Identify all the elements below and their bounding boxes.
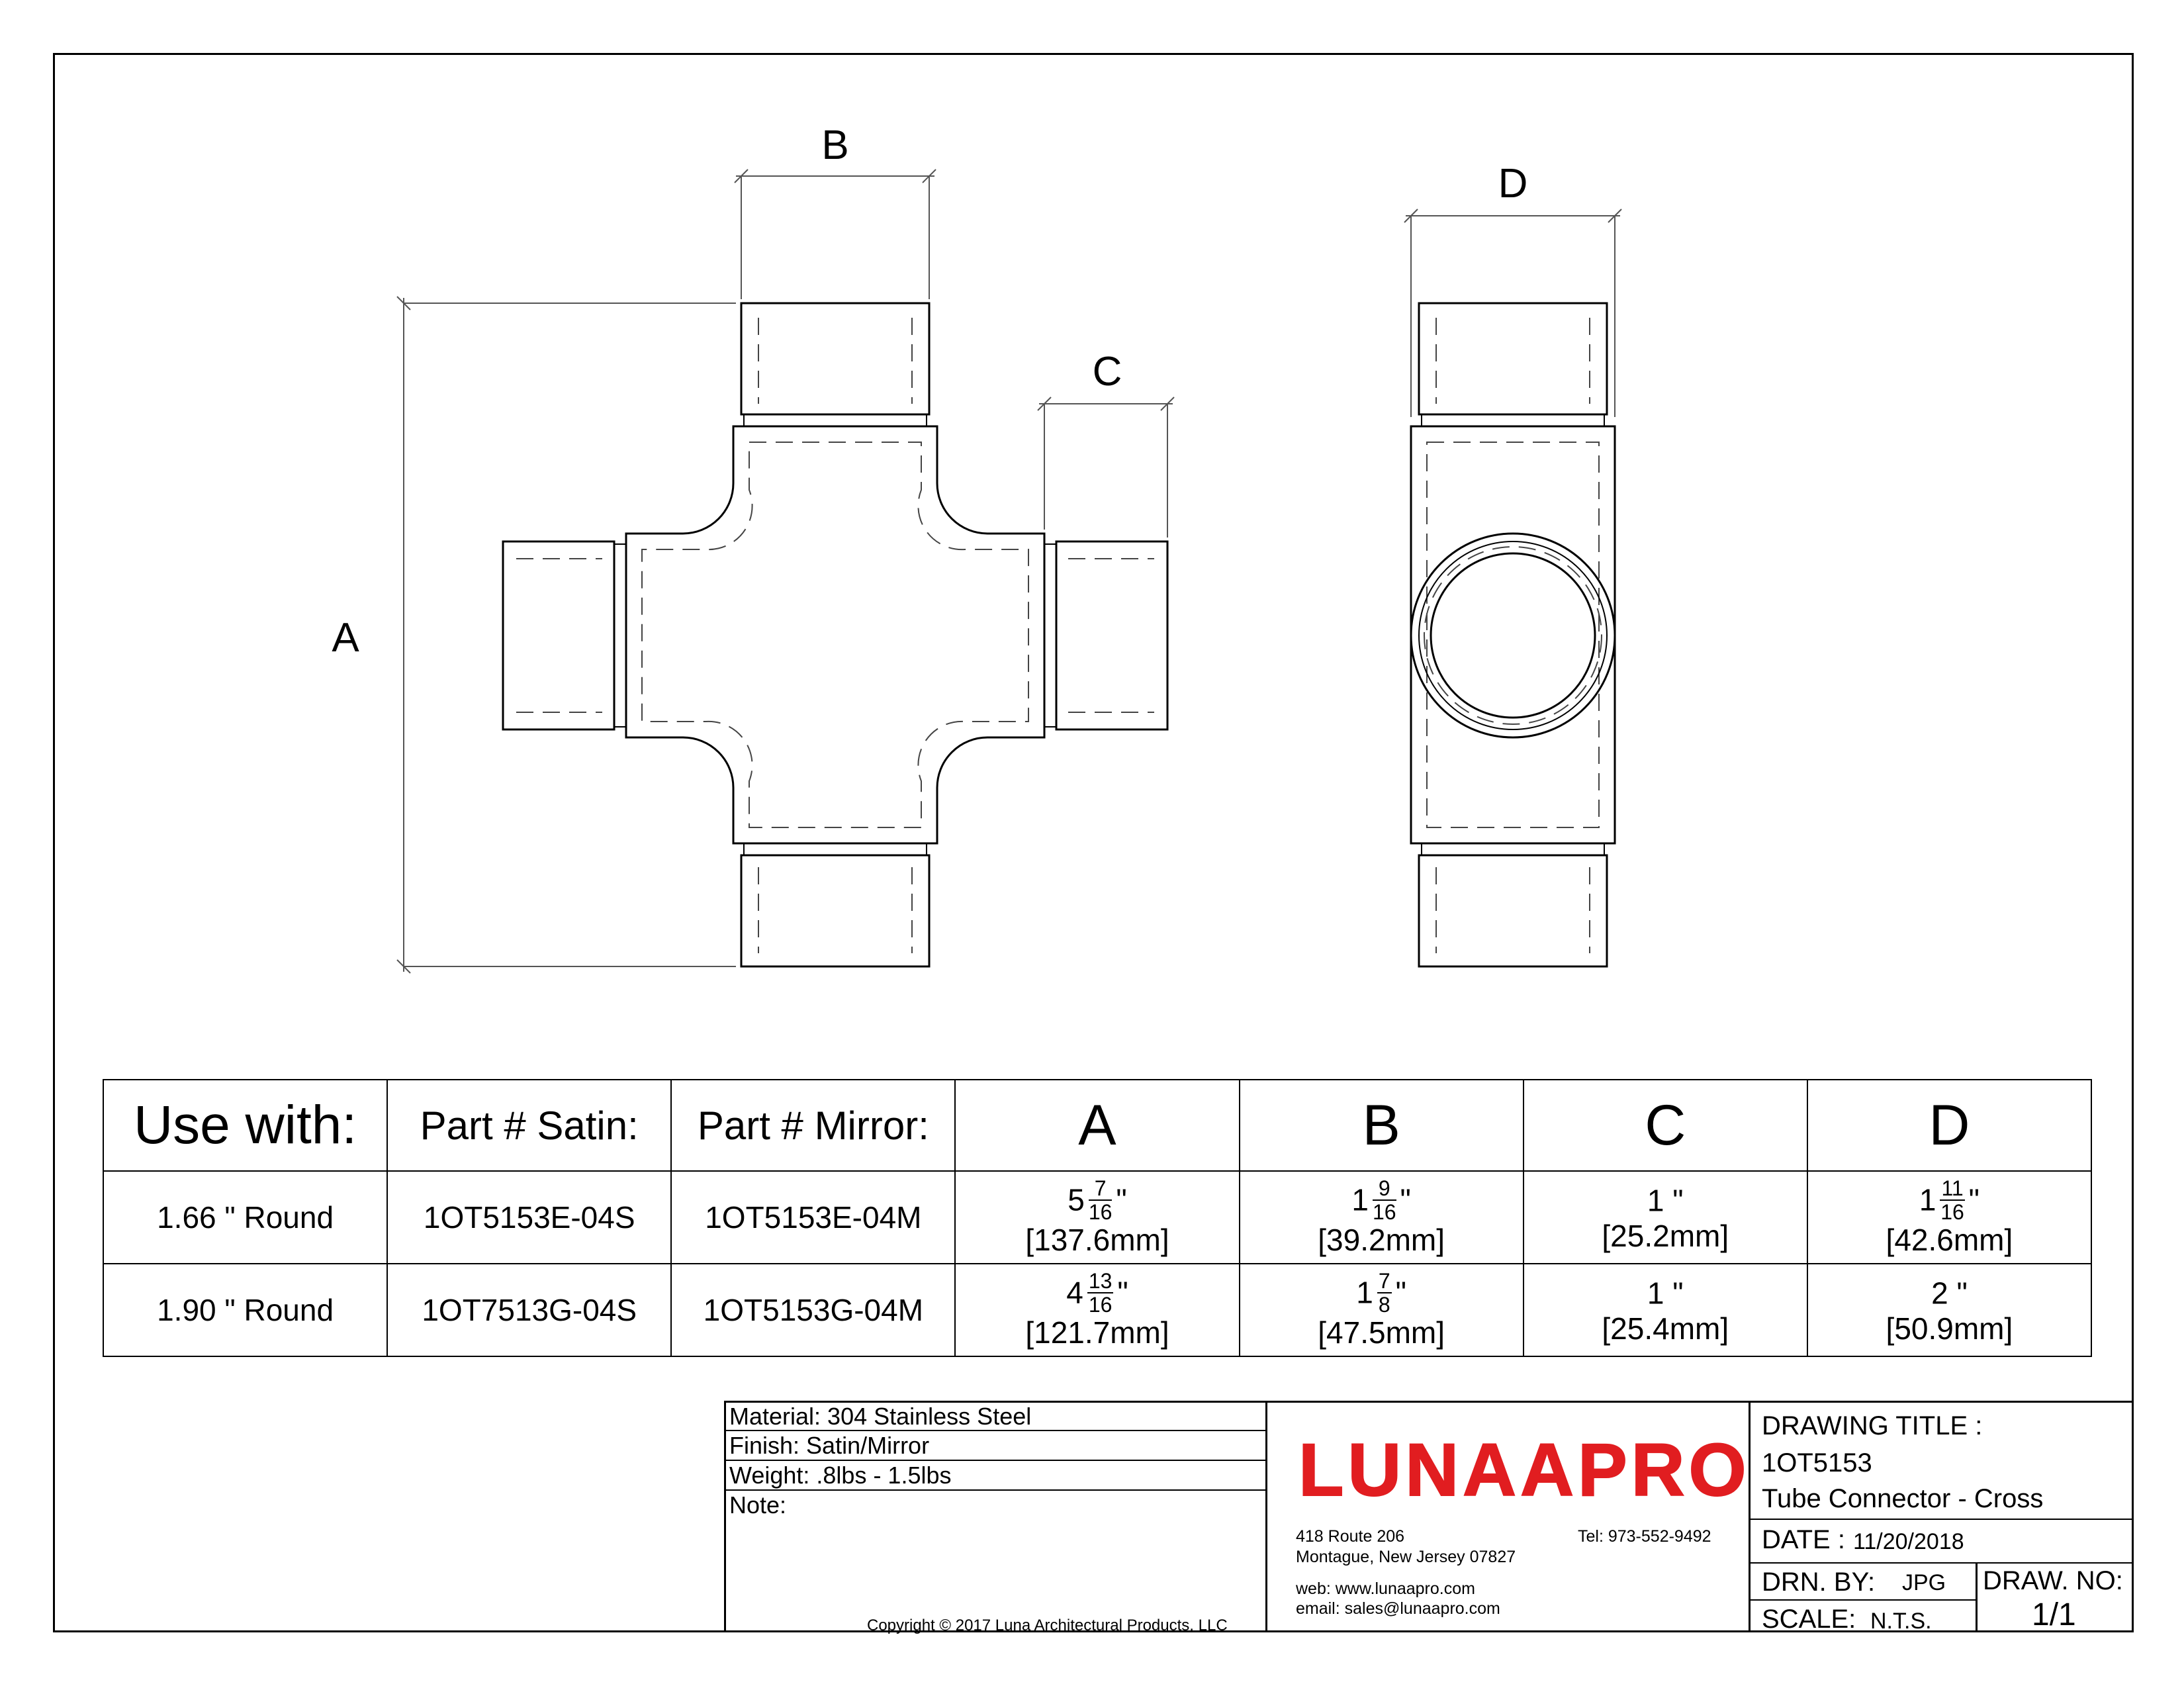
dim-label-a: A <box>332 615 359 661</box>
header-part-mirror: Part # Mirror: <box>671 1080 955 1171</box>
dim-whole: 1 <box>1919 1182 1936 1217</box>
scale-label: SCALE: <box>1762 1605 1856 1634</box>
cell-part-mirror: 1OT5153G-04M <box>671 1264 955 1356</box>
date-label: DATE : <box>1762 1525 1845 1554</box>
address-line1: 418 Route 206 <box>1296 1527 1405 1546</box>
drawing-title-text: Tube Connector - Cross <box>1762 1484 2044 1513</box>
cell-use-with: 1.90 " Round <box>103 1264 387 1356</box>
frac-den: 16 <box>1372 1199 1396 1224</box>
table-row <box>103 1264 2091 1356</box>
cell-dim-d <box>1807 1264 2091 1356</box>
dim-mm: [50.9mm] <box>1886 1311 2013 1346</box>
frac-num: 7 <box>1378 1268 1390 1293</box>
dim-whole: 5 <box>1068 1182 1085 1217</box>
dim-unit: " <box>1117 1275 1128 1310</box>
cell-part-satin: 1OT5153E-04S <box>387 1171 671 1264</box>
frac-num: 13 <box>1088 1268 1113 1293</box>
right-stub-outline <box>1056 541 1167 729</box>
side-bottom-stub <box>1419 855 1607 966</box>
header-b: B <box>1240 1080 1524 1171</box>
cell-dim-d <box>1807 1171 2091 1264</box>
dim-unit: " <box>1116 1182 1127 1217</box>
dim-unit: " <box>1672 1276 1684 1311</box>
dim-mm: [39.2mm] <box>1318 1222 1445 1257</box>
header-d: D <box>1807 1080 2091 1171</box>
cell-dim-c <box>1524 1264 1807 1356</box>
dim-fraction <box>1377 1270 1392 1315</box>
spec-table <box>103 1079 2092 1357</box>
dim-mm: [121.7mm] <box>1025 1315 1169 1350</box>
dim-fraction <box>1089 1178 1113 1223</box>
address-line2: Montague, New Jersey 07827 <box>1296 1548 1516 1566</box>
date-value: 11/20/2018 <box>1853 1529 1964 1554</box>
top-stub-outline <box>741 303 929 414</box>
dim-fraction <box>1087 1270 1114 1315</box>
cell-dim-b <box>1240 1171 1524 1264</box>
cell-dim-b <box>1240 1264 1524 1356</box>
side-top-stub <box>1419 303 1607 414</box>
dim-whole: 4 <box>1066 1275 1083 1310</box>
header-a: A <box>955 1080 1239 1171</box>
dim-mm: [25.4mm] <box>1602 1311 1729 1346</box>
dim-whole: 1 <box>1647 1276 1664 1311</box>
material-text: Material: 304 Stainless Steel <box>729 1403 1032 1430</box>
frac-num: 11 <box>1941 1176 1964 1200</box>
dim-label-b: B <box>821 122 849 168</box>
bottom-stub-outline <box>741 855 929 966</box>
table-row <box>103 1171 2091 1264</box>
company-logo: LUNAAPRO <box>1298 1429 1751 1511</box>
cross-body-hidden <box>642 442 1028 827</box>
note-label: Note: <box>729 1491 787 1519</box>
dim-unit: " <box>1672 1183 1684 1218</box>
web-link[interactable]: web: www.lunaapro.com <box>1296 1579 1475 1598</box>
dim-mm: [42.6mm] <box>1886 1222 2013 1257</box>
cell-dim-a <box>955 1264 1239 1356</box>
drawing-title-label: DRAWING TITLE : <box>1762 1411 1983 1440</box>
side-view <box>1404 209 1621 966</box>
dim-fraction <box>1940 1178 1964 1223</box>
dim-unit: " <box>1395 1275 1406 1310</box>
header-part-satin: Part # Satin: <box>387 1080 671 1171</box>
cell-part-satin: 1OT7513G-04S <box>387 1264 671 1356</box>
side-body <box>1411 426 1615 843</box>
left-stub-outline <box>503 541 614 729</box>
dim-mm: [25.2mm] <box>1602 1218 1729 1253</box>
drawing-number-text: 1OT5153 <box>1762 1448 1872 1477</box>
header-use-with: Use with: <box>103 1080 387 1171</box>
header-c: C <box>1524 1080 1807 1171</box>
cell-use-with: 1.66 " Round <box>103 1171 387 1264</box>
phone-text: Tel: 973-552-9492 <box>1578 1527 1711 1546</box>
front-view <box>397 169 1174 973</box>
draw-no-label: DRAW. NO: <box>1983 1566 2123 1595</box>
dim-fraction <box>1373 1178 1396 1223</box>
frac-den: 16 <box>1088 1199 1113 1224</box>
dim-whole: 2 <box>1931 1276 1948 1311</box>
dim-unit: " <box>1956 1276 1968 1311</box>
copyright-text: Copyright © 2017 Luna Architectural Products, LLC <box>867 1617 1228 1634</box>
cross-body-outline <box>626 426 1044 843</box>
draw-no-value: 1/1 <box>2032 1597 2076 1632</box>
dim-mm: [137.6mm] <box>1025 1222 1169 1257</box>
finish-text: Finish: Satin/Mirror <box>729 1432 930 1459</box>
cell-dim-c <box>1524 1171 1807 1264</box>
weight-text: Weight: .8lbs - 1.5lbs <box>729 1462 952 1489</box>
frac-den: 16 <box>1940 1199 1964 1224</box>
side-port-inner <box>1431 553 1595 718</box>
dim-whole: 1 <box>1351 1182 1369 1217</box>
dim-label-d: D <box>1498 161 1528 207</box>
dim-label-c: C <box>1092 349 1122 395</box>
frac-den: 16 <box>1088 1292 1113 1317</box>
cell-dim-a <box>955 1171 1239 1264</box>
dim-unit: " <box>1968 1182 1979 1217</box>
frac-den: 8 <box>1378 1292 1390 1317</box>
dim-whole: 1 <box>1647 1183 1664 1218</box>
dim-mm: [47.5mm] <box>1318 1315 1445 1350</box>
drn-by-value: JPG <box>1902 1570 1946 1595</box>
frac-num: 7 <box>1089 1178 1113 1201</box>
dim-unit: " <box>1400 1182 1411 1217</box>
dim-whole: 1 <box>1356 1275 1373 1310</box>
frac-num: 9 <box>1373 1178 1396 1201</box>
scale-value: N.T.S. <box>1870 1609 1932 1634</box>
spec-table-header-row <box>103 1080 2091 1171</box>
cell-part-mirror: 1OT5153E-04M <box>671 1171 955 1264</box>
email-link[interactable]: email: sales@lunaapro.com <box>1296 1599 1500 1618</box>
drn-by-label: DRN. BY: <box>1762 1568 1876 1597</box>
side-port-outer <box>1411 534 1615 737</box>
